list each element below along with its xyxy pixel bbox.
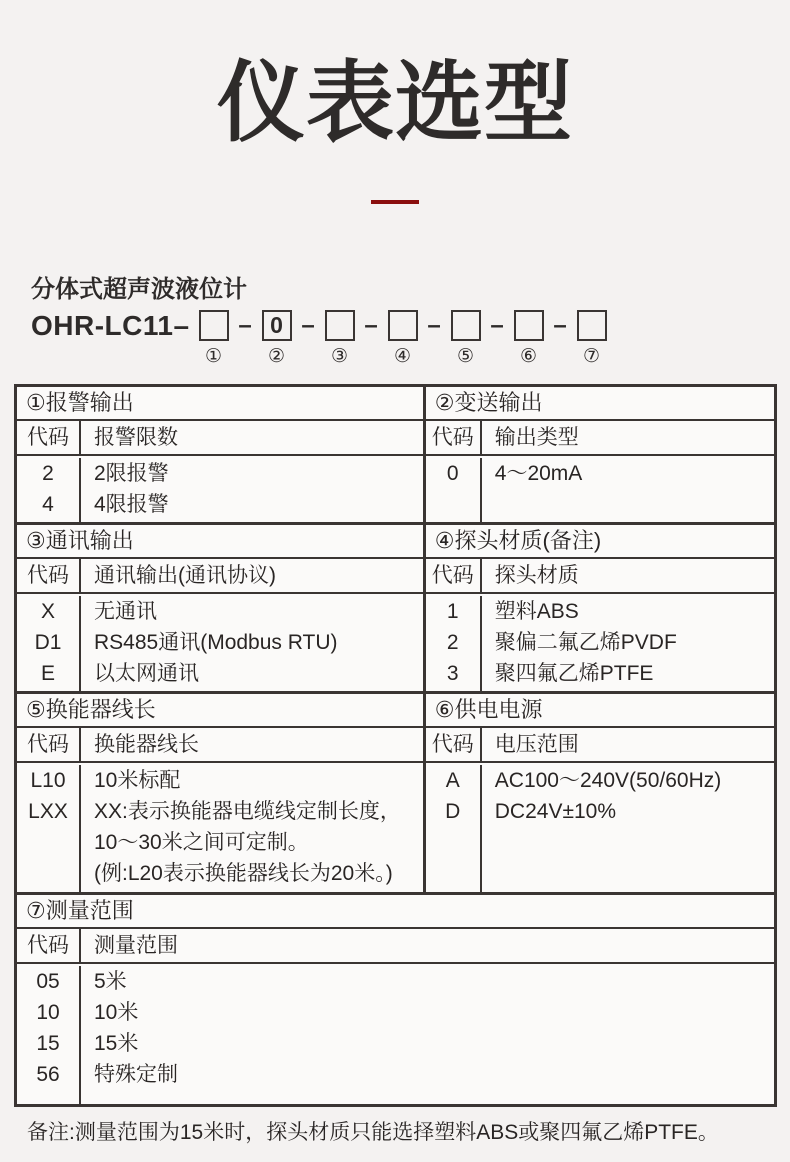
table-row — [426, 796, 774, 827]
desc-header: 报警限数 — [94, 426, 178, 449]
table-band-2 — [17, 525, 774, 694]
product-subtitle: 分体式超声波液位计 — [31, 276, 247, 303]
table-row — [426, 596, 774, 627]
table-row — [17, 489, 423, 520]
table-band-4 — [17, 895, 774, 1104]
desc-cell: (例:L20表示换能器线长为20米。) — [94, 862, 393, 885]
dash-separator: – — [427, 312, 441, 339]
desc-cell: 聚四氟乙烯PTFE — [494, 662, 654, 685]
desc-header: 探头材质 — [494, 564, 579, 587]
code-cell — [17, 858, 81, 889]
table-row — [17, 458, 423, 489]
section-body — [17, 594, 423, 691]
model-slot-box — [514, 310, 544, 341]
code-cell: 10 — [17, 997, 81, 1028]
table-row — [17, 827, 423, 858]
code-cell: A — [426, 765, 482, 796]
model-slot-box: 0 — [262, 310, 292, 341]
desc-cell: 10米 — [94, 1001, 139, 1024]
desc-cell: 4～20mA — [494, 462, 583, 485]
page-title: 仪表选型 — [216, 53, 573, 152]
section-measuring-range — [17, 895, 774, 1104]
section-title: ③通讯输出 — [17, 525, 423, 559]
table-row — [17, 658, 423, 689]
code-header: 代码 — [17, 421, 81, 454]
dash-separator: – — [301, 312, 315, 339]
section-header-row — [426, 728, 774, 763]
model-slot — [451, 310, 514, 368]
code-cell: 2 — [426, 627, 482, 658]
table-row — [17, 765, 423, 796]
model-slot-index: ② — [268, 346, 286, 367]
code-header: 代码 — [17, 929, 81, 962]
code-cell — [17, 827, 81, 858]
model-slot-index: ⑤ — [457, 346, 475, 367]
section-transmit-output — [426, 387, 774, 522]
desc-cell: 特殊定制 — [94, 1063, 178, 1086]
model-slots — [199, 310, 607, 368]
model-slot-index: ⑦ — [583, 346, 601, 367]
desc-cell: 无通讯 — [94, 600, 157, 623]
table-row — [426, 658, 774, 689]
code-cell: 1 — [426, 596, 482, 627]
section-title: ⑤换能器线长 — [17, 694, 423, 728]
section-header-row — [426, 559, 774, 594]
table-row — [426, 627, 774, 658]
section-body — [17, 763, 423, 892]
code-cell: 4 — [17, 489, 81, 520]
model-slot-index: ⑥ — [520, 346, 538, 367]
model-code-line — [31, 310, 777, 368]
table-row — [17, 997, 774, 1028]
desc-cell: 10～30米之间可定制。 — [94, 831, 309, 854]
desc-header: 测量范围 — [94, 934, 178, 957]
table-row-filler — [426, 827, 774, 892]
table-row — [17, 596, 423, 627]
section-header-row — [426, 421, 774, 456]
table-row — [426, 765, 774, 796]
dash-separator: – — [553, 312, 567, 339]
code-header: 代码 — [17, 728, 81, 761]
table-row — [426, 458, 774, 489]
code-header: 代码 — [426, 421, 482, 454]
desc-cell: 塑料ABS — [494, 600, 579, 623]
code-cell: D1 — [17, 627, 81, 658]
section-power-supply — [426, 694, 774, 892]
desc-cell: 15米 — [94, 1032, 139, 1055]
desc-header: 电压范围 — [494, 733, 579, 756]
section-title: ①报警输出 — [17, 387, 423, 421]
code-cell: 05 — [17, 966, 81, 997]
code-header: 代码 — [426, 559, 482, 592]
code-cell: 0 — [426, 458, 482, 489]
dash-separator: – — [238, 312, 252, 339]
dash-separator: – — [490, 312, 504, 339]
model-slot-box — [199, 310, 229, 341]
model-slot-index: ① — [205, 346, 223, 367]
desc-cell: DC24V±10% — [494, 800, 617, 823]
ordering-code-block — [31, 277, 777, 368]
table-band-1 — [17, 387, 774, 525]
code-cell: D — [426, 796, 482, 827]
model-slot — [325, 310, 388, 368]
model-slot-box — [325, 310, 355, 341]
code-cell: L10 — [17, 765, 81, 796]
table-row — [17, 796, 423, 827]
section-body — [426, 594, 774, 691]
section-body — [426, 763, 774, 892]
table-row-filler — [17, 520, 423, 522]
selection-table — [14, 384, 777, 1107]
section-header-row — [17, 929, 774, 964]
table-row — [17, 1059, 774, 1090]
model-slot-index: ③ — [331, 346, 349, 367]
section-transducer-cable-length — [17, 694, 426, 892]
table-row — [17, 627, 423, 658]
code-cell: X — [17, 596, 81, 627]
code-cell: 2 — [17, 458, 81, 489]
section-header-row — [17, 559, 423, 594]
table-row — [17, 966, 774, 997]
desc-cell: AC100～240V(50/60Hz) — [494, 769, 722, 792]
table-row-filler — [17, 1090, 774, 1104]
hero — [0, 0, 790, 204]
desc-cell: 2限报警 — [94, 462, 169, 485]
desc-cell: 4限报警 — [94, 493, 169, 516]
code-cell: 15 — [17, 1028, 81, 1059]
desc-cell: 以太网通讯 — [94, 662, 199, 685]
desc-cell: RS485通讯(Modbus RTU) — [94, 631, 338, 654]
desc-header: 通讯输出(通讯协议) — [94, 564, 276, 587]
desc-cell: 聚偏二氟乙烯PVDF — [494, 631, 677, 654]
code-header: 代码 — [17, 559, 81, 592]
code-cell: LXX — [17, 796, 81, 827]
section-probe-material — [426, 525, 774, 691]
section-title: ②变送输出 — [426, 387, 774, 421]
section-title: ⑥供电电源 — [426, 694, 774, 728]
table-row-filler — [426, 689, 774, 691]
code-cell: 3 — [426, 658, 482, 689]
desc-cell: 10米标配 — [94, 769, 181, 792]
model-prefix: OHR-LC11– — [31, 310, 190, 341]
model-slot — [514, 310, 577, 368]
model-slot-box — [451, 310, 481, 341]
model-slot — [262, 310, 325, 368]
footnote: 备注:测量范围为15米时，探头材质只能选择塑料ABS或聚四氟乙烯PTFE。 — [27, 1121, 719, 1144]
section-alarm-output — [17, 387, 426, 522]
dash-separator: – — [364, 312, 378, 339]
section-header-row — [17, 728, 423, 763]
section-title: ④探头材质(备注) — [426, 525, 774, 559]
code-cell: 56 — [17, 1059, 81, 1090]
table-row — [17, 858, 423, 889]
section-body — [426, 456, 774, 522]
table-row — [17, 1028, 774, 1059]
table-row-filler — [426, 489, 774, 522]
code-header: 代码 — [426, 728, 482, 761]
desc-header: 换能器线长 — [94, 733, 199, 756]
desc-cell: 5米 — [94, 970, 127, 993]
model-slot-box — [577, 310, 607, 341]
code-cell: E — [17, 658, 81, 689]
model-slot — [577, 310, 607, 368]
table-band-3 — [17, 694, 774, 895]
model-slot-index: ④ — [394, 346, 412, 367]
section-comm-output — [17, 525, 426, 691]
model-slot — [199, 310, 262, 368]
desc-cell: XX:表示换能器电缆线定制长度， — [94, 800, 401, 823]
section-title: ⑦测量范围 — [17, 895, 774, 929]
desc-header: 输出类型 — [494, 426, 579, 449]
model-slot-box — [388, 310, 418, 341]
section-header-row — [17, 421, 423, 456]
section-body — [17, 964, 774, 1104]
table-row-filler — [17, 689, 423, 691]
title-underline — [371, 200, 419, 204]
model-slot — [388, 310, 451, 368]
table-row-filler — [17, 889, 423, 892]
section-body — [17, 456, 423, 522]
